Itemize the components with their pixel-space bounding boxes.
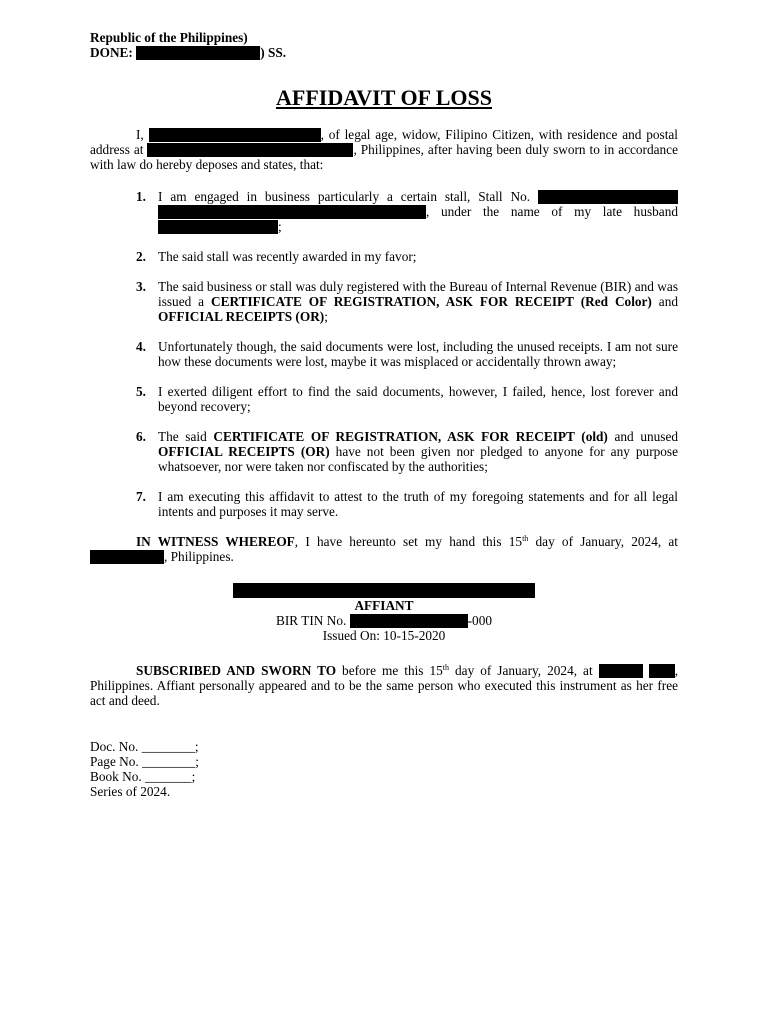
witness-paragraph: IN WITNESS WHEREOF, I have hereunto set my hand this 15th day of January, 2024, at , Philippines. [90,534,678,564]
list-item: 1. I am engaged in business particularly a certain stall, Stall No. , under the name of my late husband ; [136,189,678,234]
header-done-line: DONE: ) SS. [90,45,287,60]
redaction-bar [599,664,643,678]
redaction-bar [149,128,321,142]
redaction-bar [538,190,678,204]
list-item: 7. I am executing this affidavit to attest to the truth of my foregoing statements and for all legal intents and purposes it may serve. [136,489,678,519]
redaction-bar [350,614,468,628]
affiant-label: AFFIANT [354,598,414,613]
list-item: 5. I exerted diligent effort to find the said documents, however, I failed, hence, lost forever and beyond recovery; [136,384,678,414]
affidavit-page [90,30,678,799]
statement-list [90,189,678,519]
issued-on: Issued On: 10-15-2020 [322,628,446,643]
redaction-bar [136,46,260,60]
redaction-bar [147,143,353,157]
intro-paragraph: I, , of legal age, widow, Filipino Citizen, with residence and postal address at , Philippines, after having been duly sworn to in accordance with law do hereby deposes and states, that: [90,127,678,172]
doc-no: Doc. No. ________; [90,739,199,754]
list-item: 2. The said stall was recently awarded in my favor; [136,249,417,264]
document-title: AFFIDAVIT OF LOSS [276,85,492,110]
list-item: 3. The said business or stall was duly registered with the Bureau of Internal Revenue (BIR) and was issued a CERTIFICATE OF REGISTRATION, ASK FOR RECEIPT (Red Color) and OFFICIAL RECEIPTS (OR); [136,279,678,324]
redaction-bar [158,205,426,219]
venue-header [90,30,678,60]
bir-tin: BIR TIN No. -000 [275,613,492,628]
affiant-name-redaction [233,583,535,598]
signature-block [90,583,678,643]
page-no: Page No. ________; [90,754,199,769]
redaction-bar [649,664,675,678]
jurat-paragraph: SUBSCRIBED AND SWORN TO before me this 15th day of January, 2024, at , Philippines. Affiant personally appeared and to be the same person who executed this instrument as her free act and deed. [90,663,679,708]
book-no: Book No. _______; [90,769,196,784]
notarial-register [90,739,678,799]
redaction-bar [158,220,278,234]
list-item: 4. Unfortunately though, the said documents were lost, including the unused receipts. I am not sure how these documents were lost, maybe it was misplaced or accidentally thrown away; [136,339,678,369]
list-item: 6. The said CERTIFICATE OF REGISTRATION, ASK FOR RECEIPT (old) and unused OFFICIAL RECEIPTS (OR) have not been given nor pledged to anyone for any purpose whatsoever, nor were taken nor confiscated by the authorities; [136,429,679,474]
series: Series of 2024. [90,784,171,799]
redaction-bar [90,550,164,564]
header-republic: Republic of the Philippines) [90,30,248,45]
